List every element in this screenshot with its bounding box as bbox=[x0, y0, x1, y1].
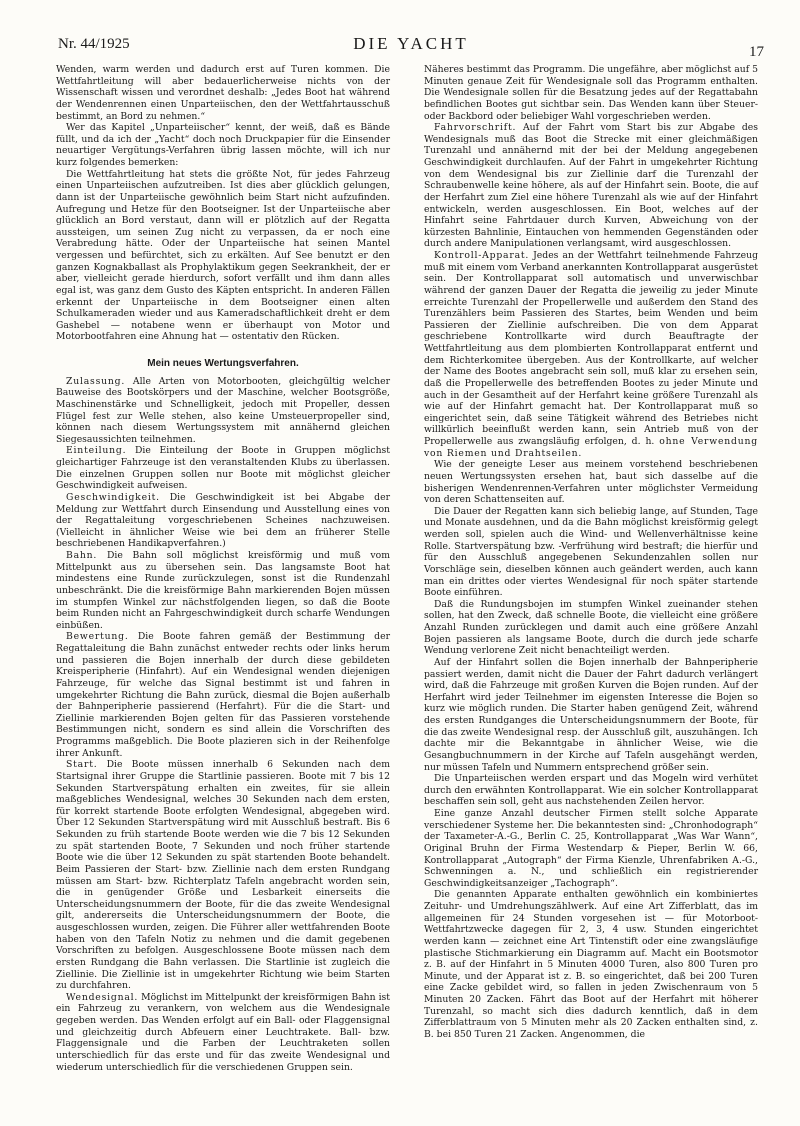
term: Geschwindigkeit. bbox=[66, 491, 160, 503]
paragraph: Näheres bestimmt das Programm. Die ungefähre, aber möglichst auf 5 Minuten genaue Zeit für Wendesignale soll das Programm enthalten. Die Wendesignale sollen für die Besatzung jedes auf der Regattabahn befindlichen Bootes gut sichtbar sein. Das Wenden kann über Steuer- oder Backbord oder beliebiger Wahl vorgeschrieben werden. bbox=[424, 64, 758, 122]
paragraph: Eine ganze Anzahl deutscher Firmen stellt solche Apparate verschiedener Systeme her. Die bekanntesten sind: „Chronhodograph“ der Taxameter-A.-G., Berlin C. 25, Kontrollapparat „Was War Wann“, Original Bruhn der Firma Westendarp & Pieper, Berlin W. 66, Kontrollapparat „Autograph“ der Firma Kienzle, Uhrenfabriken A.-G., Schwenningen a. N., und schließlich ein registrierender Geschwindigkeitsanzeiger „Tachograph“. bbox=[424, 808, 758, 889]
paragraph-kontroll-apparat bbox=[424, 250, 758, 459]
paragraph-text: Die Boote fahren gemäß der Bestimmung der Regattaleitung die Bahn zunächst entweder rechts oder links herum und passieren die Bojen innerhalb der durch diese gebildeten Kreisperipherie (Hinfahrt). Auf ein Wendesignal wenden diejenigen Fahrzeuge, für welche das Signal bestimmt ist und fahren in umgekehrter Richtung die Bahn zurück, diesmal die Bojen außerhalb der Bahnperipherie passierend (Herfahrt). Für die die Start- und Ziellinie markierenden Bojen gelten für das Passieren vorstehende Bestimmungen nicht, sondern es sind allein die Vorschriften des Programms maßgeblich. Die Boote plazieren sich in der Reihenfolge ihrer Ankunft. bbox=[56, 631, 390, 759]
paragraph: Die Wettfahrtleitung hat stets die größte Not, für jedes Fahrzeug einen Unparteiischen aufzutreiben. Ist dies aber glücklich gelungen, dann ist der Unparteiische gewöhnlich beim Start nicht aufzufinden. Aufregung und Hetze für den Bootseigner. Ist der Unparteiische aber glücklich an Bord verstaut, dann will er plötzlich auf der Regatta aussteigen, um seinen Zug nicht zu verpassen, da er noch eine Verabredung hätte. Oder der Unparteiische hat seinen Mantel vergessen und befürchtet, sich zu erkälten. Auf See benutzt er den ganzen Kognakballast als Prophylaktikum gegen Seekrankheit, der er aber, vielleicht gerade hierdurch, sofort verfällt und ihm dann alles egal ist, was ganz dem Gusto des Käpten entspricht. In anderen Fällen erkennt der Unparteiische in dem Bootseigner einen alten Schulkameraden wieder und aus Kameradschaftlichkeit dreht er dem Gashebel — notabene wenn er überhaupt von Motor und Motorbootfahren eine Ahnung hat — ostentativ den Rücken. bbox=[56, 168, 390, 343]
paragraph-text: Die Boote müssen innerhalb 6 Sekunden nach dem Startsignal ihrer Gruppe die Startlinie passieren. Boote mit 7 bis 12 Sekunden Startverspätung erhalten ein zweites, für sie allein maßgebliches Wendesignal, welches 30 Sekunden nach dem ersten, für korrekt startende Boote erfolgten Wendesignal, abgegeben wird. Über 12 Sekunden Startverspätung wird mit Ausschluß bestraft. Bis 6 Sekunden zu früh startende Boote werden wie die 7 bis 12 Sekunden zu spät startenden Boote, 7 Sekunden und noch früher startende Boote wie die über 12 Sekunden zu spät startenden Boote behandelt. Beim Passieren der Start- bzw. Ziellinie nach dem ersten Rundgang müssen am Start- bzw. Richterplatz Tafeln angebracht worden sein, die in genügender Größe und Lesbarkeit einerseits die Unterscheidungsnummern der Boote, für die das zweite Wendesignal gilt, andererseits die Unterscheidungsnummern der Boote, die ausgeschlossen wurden, zeigen. Die Führer aller wettfahrenden Boote haben von den Tafeln Notiz zu nehmen und die damit gegebenen Vorschriften zu befolgen. Ausgeschlossene Boote müssen nach dem ersten Rundgang die Bahn verlassen. Die Startlinie ist zugleich die Ziellinie. Die Ziellinie ist in umgekehrter Richtung wie beim Starten zu durchfahren. bbox=[56, 759, 390, 992]
paragraph: Die Unparteiischen werden erspart und das Mogeln wird verhütet durch den erwähnten Kontrollapparat. Wie ein solcher Kontrollapparat beschaffen sein soll, geht aus nachstehenden Zeilen hervor. bbox=[424, 773, 758, 808]
emphasis: ohne Verwendung von Riemen und Drahtseilen. bbox=[424, 436, 758, 459]
term: Wendesignal. bbox=[66, 991, 139, 1003]
paragraph-text: Die Einteilung der Boote in Gruppen möglichst gleichartiger Fahrzeuge ist den veranstaltenden Klubs zu überlassen. Die einzelnen Gruppen sollen nur Boote mit möglichst gleicher Geschwindigkeit aufweisen. bbox=[56, 445, 390, 492]
section-heading: Mein neues Wertungsverfahren. bbox=[147, 358, 299, 369]
paragraph: Wie der geneigte Leser aus meinem vorstehend beschriebenen neuen Wertungssysten ersehen hat, baut sich dasselbe auf die bisherigen Wendenrennen-Verfahren unter möglichster Vermeidung von deren Schattenseiten auf. bbox=[424, 459, 758, 506]
term: Bahn. bbox=[66, 550, 98, 561]
issue-number: Nr. 44/1925 bbox=[58, 36, 130, 52]
page-header bbox=[58, 34, 764, 58]
paragraph-zulassung bbox=[56, 376, 390, 446]
paragraph-text: Jedes an der Wettfahrt teilnehmende Fahrzeug muß mit einem vom Verband anerkannten Kontrollapparat ausgerüstet sein. Der Kontrollapparat soll automatisch und unverwischbar während der ganzen Dauer der Regatta die jeweilig zu jeder Minute erreichte Turenzahl der Propellerwelle und außerdem den Stand des Turenzählers beim Passieren des Startes, beim Wenden und beim Passieren der Ziellinie aufschreiben. Die von dem Apparat geschriebene Kontrollkarte wird durch Beauftragte der Wettfahrtleitung aus dem plombierten Kontrollapparat entfernt und dem Richterkomitee übergeben. Aus der Kontrollkarte, auf welcher der Name des Bootes angebracht sein soll, muß klar zu ersehen sein, daß die Propellerwelle des betreffenden Bootes zu jeder Minute und auch in der Gesamtheit auf der Herfahrt keine größere Turenzahl als wie auf der Hinfahrt gemacht hat. Der Kontrollapparat muß so eingerichtet sein, daß seine Tätigkeit während des Betriebes nicht willkürlich beeinflußt werden kann, sein Antrieb muß von der Propellerwelle aus zwangsläufig erfolgen, d. h. bbox=[424, 250, 758, 447]
paragraph-bahn bbox=[56, 550, 390, 631]
paragraph: Die genannten Apparate enthalten gewöhnlich ein kombiniertes Zeituhr- und Umdrehungszählwerk. Auf eine Art Zifferblatt, das im allgemeinen für 24 Stunden vorgesehen ist — für Motorboot-Wettfahrtzwecke dagegen für 2, 3, 4 usw. Stunden eingerichtet werden kann — zeichnet eine Art Tintenstift oder eine zwangsläufige plastische Stichmarkierung ein Diagramm auf. Macht ein Bootsmotor z. B. auf der Hinfahrt in 5 Minuten 4000 Turen, also 800 Turen pro Minute, und der Apparat ist z. B. so eingerichtet, daß bei 200 Turen eine Zacke gebildet wird, so fallen in jeden Zwischenraum von 5 Minuten 20 Zacken. Fährt das Boot auf der Herfahrt mit höherer Turenzahl, so macht sich dies dadurch kenntlich, daß in dem Zifferblattraum von 5 Minuten mehr als 20 Zacken enthalten sind, z. B. bei 850 Turen 21 Zacken. Angenommen, die bbox=[424, 889, 758, 1040]
right-column bbox=[424, 64, 758, 1041]
paragraph-text: Die Geschwindigkeit ist bei Abgabe der Meldung zur Wettfahrt durch Einsendung und Ausstellung eines von der Regattaleitung vorgeschriebenen Scheines nachzuweisen. (Vielleicht in ähnlicher Weise wie bei dem an früherer Stelle beschriebenen Handikapverfahren.) bbox=[56, 491, 390, 550]
paragraph: Auf der Hinfahrt sollen die Bojen innerhalb der Bahnperipherie passiert werden, damit nicht die Dauer der Fahrt dadurch verlängert wird, daß die Fahrzeuge mit großen Kurven die Bojen runden. Auf der Herfahrt wird jeder Teilnehmer im eigensten Interesse die Bojen so kurz wie möglich runden. Die Starter haben genügend Zeit, während des ersten Rundganges die Unterscheidungsnummern der Boote, für die das zweite Wendesignal resp. der Ausschluß gilt, auszuhängen. Ich dachte mir die Bekanntgabe in ähnlicher Weise, wie die Gesangbuchnummern in der Kirche auf Tafeln ausgehängt werden, nur müssen Tafeln und Nummern entsprechend größer sein. bbox=[424, 656, 758, 773]
term: Einteilung. bbox=[66, 445, 127, 457]
paragraph-einteilung bbox=[56, 445, 390, 492]
magazine-title: DIE YACHT bbox=[353, 34, 469, 53]
paragraph-text: Auf der Fahrt vom Start bis zur Abgabe des Wendesignals muß das Boot die Strecke mit einer gleichmäßigen Turenzahl und annähernd mit der bei der Meldung angegebenen Geschwindigkeit durchlaufen. Auf der Fahrt in umgekehrter Richtung von dem Wendesignal bis zur Ziellinie darf die Turenzahl der Schraubenwelle keine höhere, als auf der Hinfahrt sein. Boote, die auf der Herfahrt zum Ziel eine höhere Turenzahl als wie auf der Hinfahrt entwickeln, werden ausgeschlossen. Ein Boot, welches auf der Hinfahrt seine Fahrtdauer durch Kurven, Abweichung von der kürzesten Bahnlinie, Eintauchen von hemmenden Gegenständen oder durch andere Manipulationen verlangsamt, wird ausgeschlossen. bbox=[424, 122, 758, 250]
paragraph-geschwindigkeit bbox=[56, 492, 390, 550]
paragraph-start bbox=[56, 759, 390, 992]
paragraph: Die Dauer der Regatten kann sich beliebig lange, auf Stunden, Tage und Monate ausdehnen, und da die Bahn möglichst kreisförmig gelegt werden soll, spielen auch die Wind- und Wellenverhältnisse keine Rolle. Startverspätung bzw. -Verfrühung wird bestraft; die hierfür und für den Ausschluß angegebenen Sekundenzahlen sollen nur Vorschläge sein, dieselben können auch geändert werden, auch kann man ein drittes oder viertes Wendesignal für noch später startende Boote einführen. bbox=[424, 505, 758, 599]
left-column bbox=[56, 64, 390, 1073]
term: Bewertung. bbox=[66, 631, 129, 643]
term: Fahrvorschrift. bbox=[434, 122, 517, 134]
paragraph: Daß die Rundungsbojen im stumpfen Winkel zueinander stehen sollen, hat den Zweck, daß schnelle Boote, die vielleicht eine größere Anzahl Runden zurücklegen und damit auch eine größere Anzahl Bojen passieren als langsame Boote, durch die durch jede scharfe Wendung verlorene Zeit nicht benachteiligt werden. bbox=[424, 598, 758, 657]
paragraph-text: Die Bahn soll möglichst kreisförmig und muß vom Mittelpunkt aus zu übersehen sein. Das langsamste Boot hat mindestens eine Runde zurückzulegen, sonst ist die Rundenzahl unbeschränkt. Die die kreisförmige Bahn markierenden Bojen müssen im stumpfen Winkel zur nächstfolgenden liegen, so daß die Boote beim Runden nicht an Fahrgeschwindigkeit durch scharfe Wendungen einbüßen. bbox=[56, 550, 390, 631]
paragraph-bewertung bbox=[56, 631, 390, 759]
paragraph: Wenden, warm werden und dadurch erst auf Turen kommen. Die Wettfahrtleitung will aber bedauerlicherweise nichts von der Wissenschaft wissen und verordnet deshalb: „Jedes Boot hat während der Wendenrennen einen Unparteiischen, den der Wettfahrtausschuß bestimmt, an Bord zu nehmen.“ bbox=[56, 64, 390, 122]
paragraph-text: Möglichst im Mittelpunkt der kreisförmigen Bahn ist ein Fahrzeug zu verankern, von welchem aus die Wendesignale gegeben werden. Das Wenden erfolgt auf ein Ball- oder Flaggensignal und gleichzeitig durch Abfeuern einer Leuchtrakete. Ball- bzw. Flaggensignale und die Farben der Leuchtraketen sollen unterschiedlich für das erste und für das zweite Wendesignal und wiederum unterschiedlich für die verschiedenen Gruppen sein. bbox=[56, 991, 390, 1073]
page-number: 17 bbox=[749, 44, 764, 60]
term: Zulassung. bbox=[66, 375, 126, 387]
paragraph-fahrvorschrift bbox=[424, 122, 758, 250]
term: Kontroll-Apparat. bbox=[434, 250, 530, 261]
term: Start. bbox=[66, 759, 98, 771]
paragraph-text: Alle Arten von Motorbooten, gleichgültig welcher Bauweise des Bootskörpers und der Maschine, welcher Bootsgröße, Maschinenstärke und Schnelligkeit, jedoch mit Propeller, dessen Flügel fest zur Welle stehen, also keine Umsteuerpropeller sind, können nach diesem Wertungssystem mit annähernd gleichen Siegesaussichten teilnehmen. bbox=[56, 375, 390, 445]
paragraph: Wer das Kapitel „Unparteiischer“ kennt, der weiß, daß es Bände füllt, und da ich der „Yacht“ doch noch Druckpapier für die Einsender neuartiger Vergütungs-Verfahren übrig lassen möchte, will ich nur kurz folgendes bemerken: bbox=[56, 122, 390, 168]
paragraph-wendesignal bbox=[56, 992, 390, 1073]
